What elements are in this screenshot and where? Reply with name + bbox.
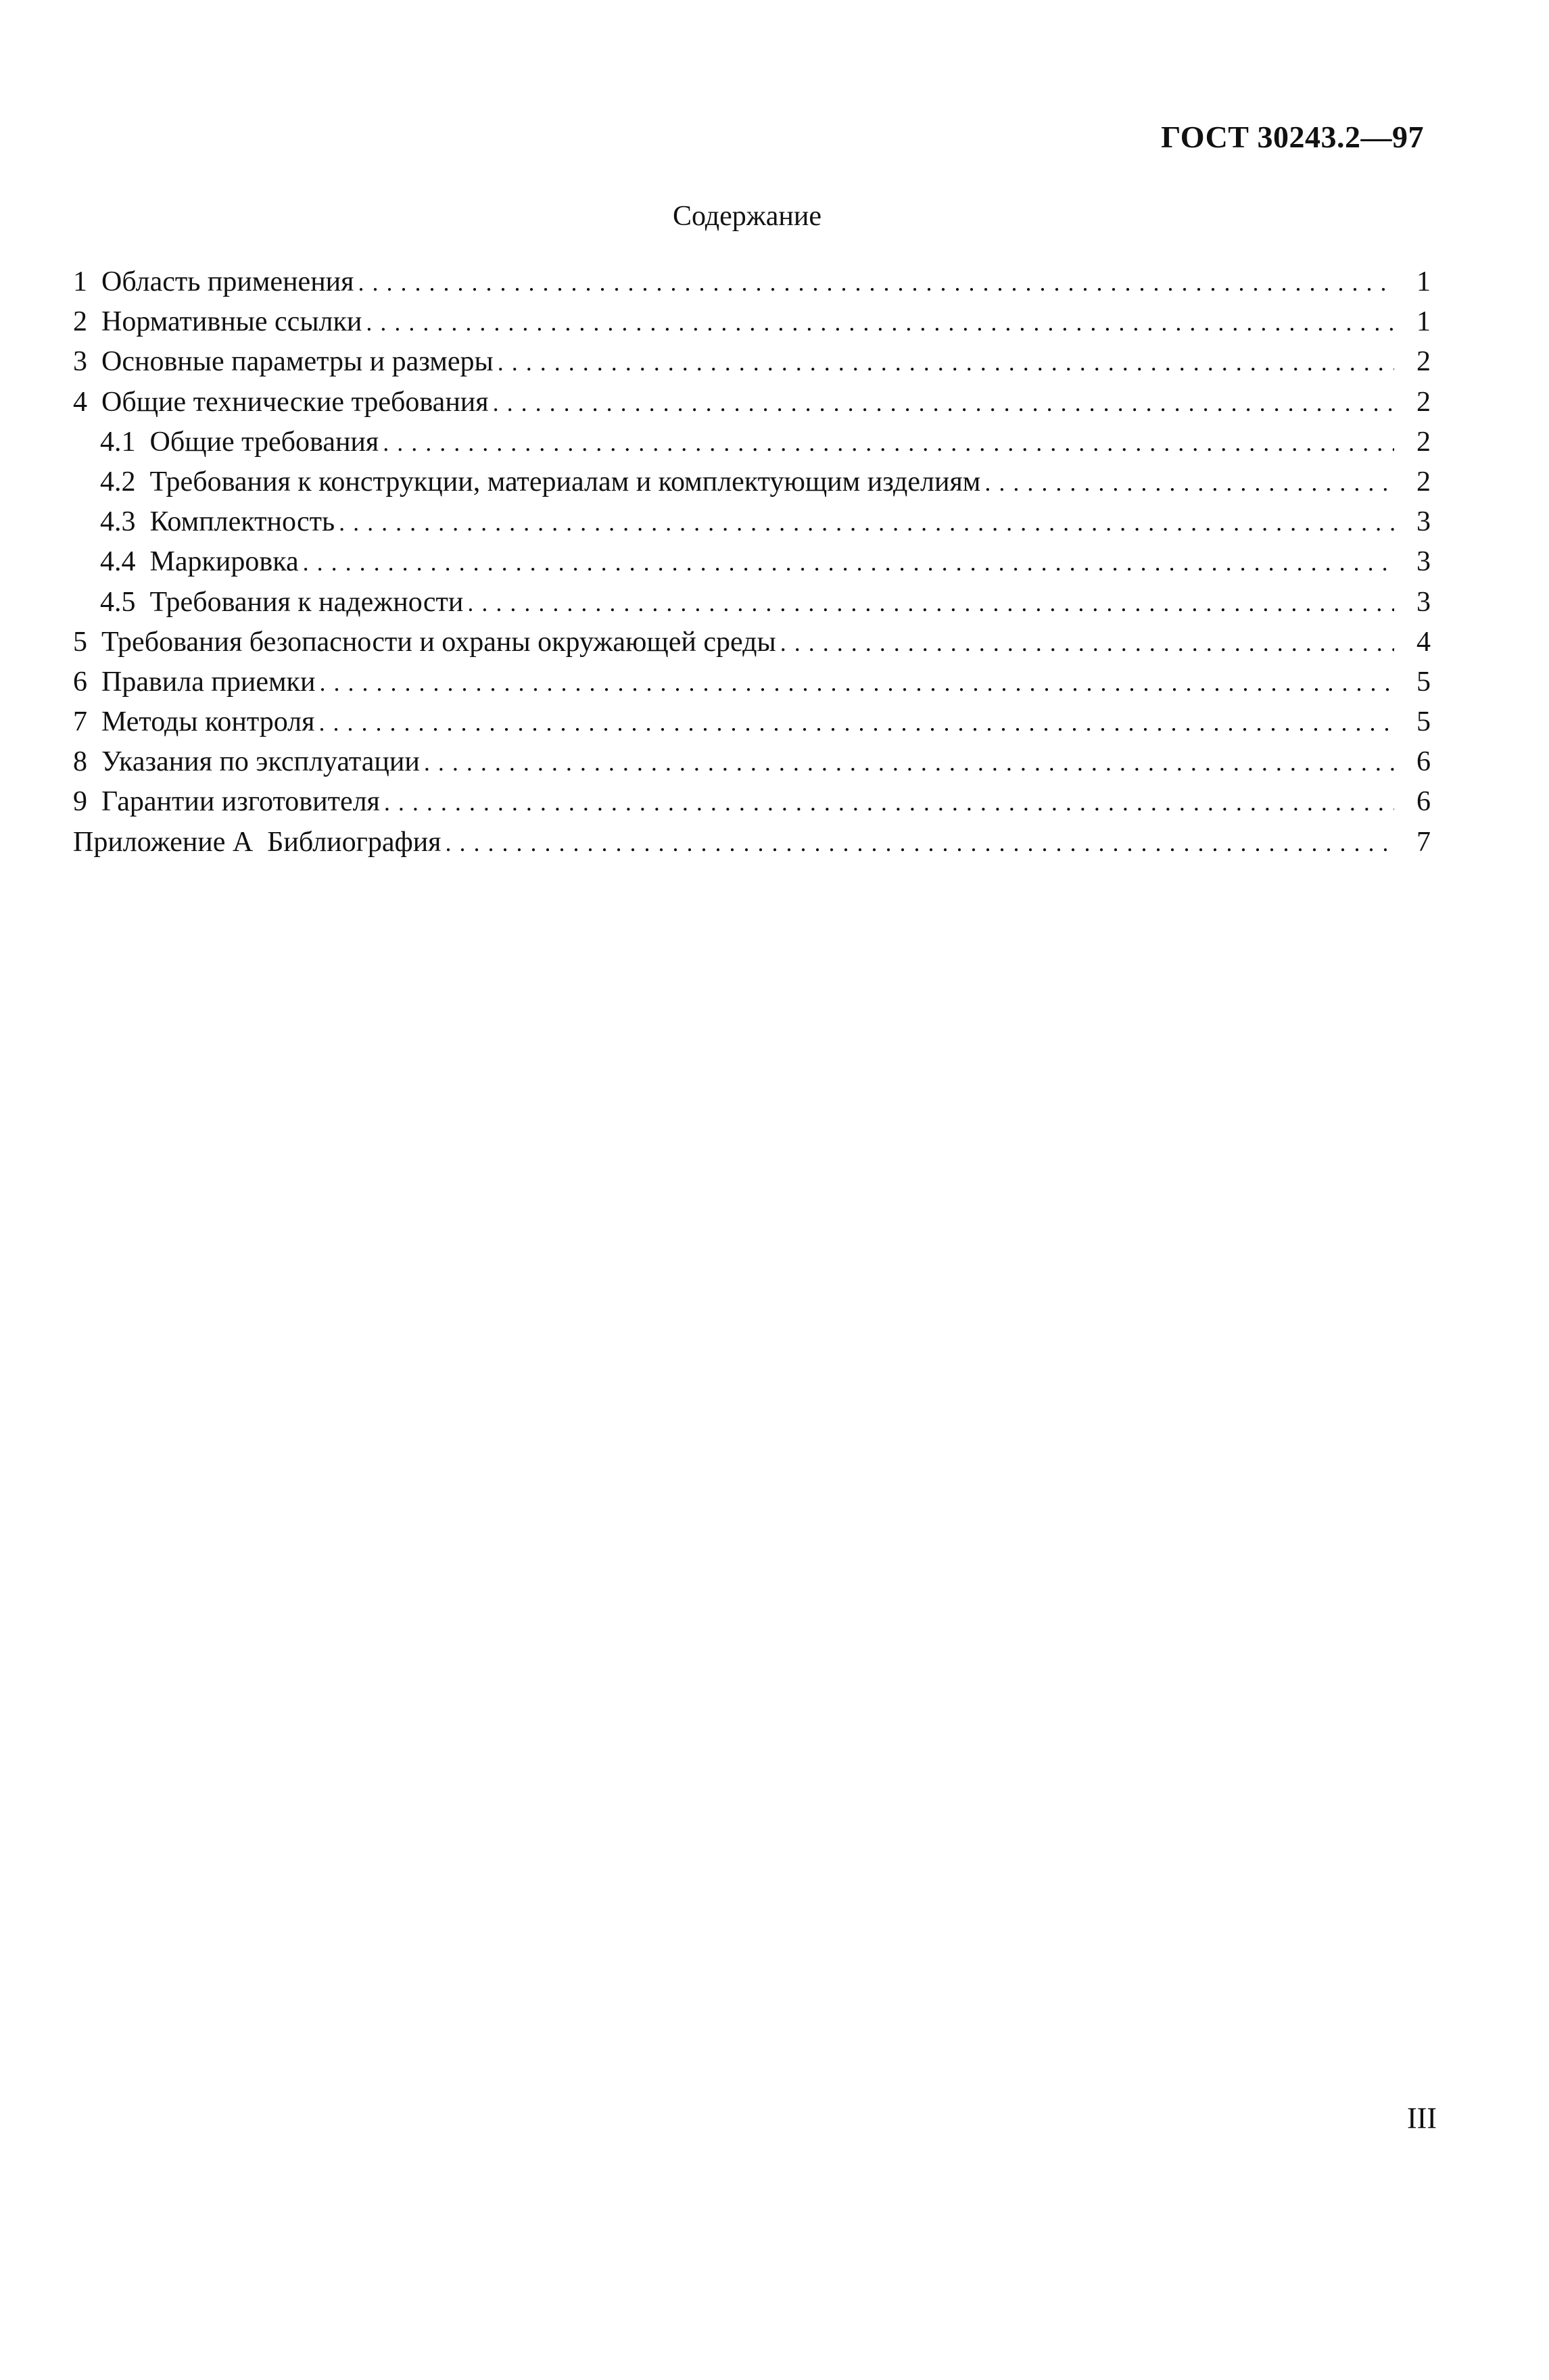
- toc-item-number: 4.4: [100, 546, 136, 578]
- toc-item-number: 2: [73, 306, 87, 338]
- toc-subitem[interactable]: [73, 542, 1431, 582]
- toc-item-number: 1: [73, 266, 87, 297]
- toc-subitem[interactable]: [73, 502, 1431, 542]
- toc-leader-dots: [383, 423, 1394, 463]
- toc-leader-dots: [984, 463, 1394, 503]
- toc-item-number: 4.3: [100, 506, 136, 538]
- toc-leader-dots: [366, 303, 1394, 343]
- toc-item-number: 5: [73, 626, 87, 658]
- toc-item-page: 3: [1416, 546, 1431, 578]
- toc-item-page: 3: [1416, 586, 1431, 618]
- toc-item[interactable]: [73, 302, 1431, 342]
- toc-item-label: Область применения: [101, 266, 354, 297]
- toc-leader-dots: [303, 543, 1394, 583]
- toc-item-label: Требования к надежности: [149, 586, 464, 618]
- toc-item-label: Методы контроля: [101, 706, 315, 738]
- toc-item-number: 4.2: [100, 466, 136, 497]
- toc-item-label: Библиография: [267, 826, 442, 858]
- toc-item-label: Основные параметры и размеры: [101, 346, 494, 378]
- document-code: ГОСТ 30243.2—97: [1161, 120, 1424, 154]
- toc-item-number: Приложение А: [73, 826, 254, 858]
- toc-item-page: 2: [1416, 426, 1431, 458]
- toc-item-number: 4: [73, 386, 87, 418]
- toc-leader-dots: [319, 663, 1394, 703]
- toc-item-page: 1: [1416, 266, 1431, 297]
- toc-title: Содержание: [672, 201, 822, 232]
- toc-item-page: 1: [1416, 306, 1431, 338]
- toc-leader-dots: [467, 583, 1394, 623]
- toc-item[interactable]: [73, 702, 1431, 742]
- toc-item-page: 6: [1416, 786, 1431, 818]
- toc-subitem[interactable]: [73, 462, 1431, 502]
- toc-item-number: 8: [73, 746, 87, 778]
- toc-item-label: Гарантии изготовителя: [101, 786, 380, 818]
- toc-leader-dots: [384, 783, 1394, 823]
- toc-item[interactable]: [73, 742, 1431, 782]
- page-number: III: [1407, 2102, 1437, 2135]
- toc-leader-dots: [780, 623, 1394, 663]
- toc-subitem[interactable]: [73, 422, 1431, 462]
- toc-leader-dots: [446, 823, 1395, 863]
- toc-item-page: 5: [1416, 666, 1431, 698]
- toc-item-page: 2: [1416, 346, 1431, 378]
- toc-leader-dots: [318, 703, 1394, 743]
- toc-item-label: Общие требования: [149, 426, 379, 458]
- toc-item-page: 7: [1416, 826, 1431, 858]
- toc-item-page: 6: [1416, 746, 1431, 778]
- toc-item[interactable]: [73, 383, 1431, 422]
- toc-item-page: 2: [1416, 466, 1431, 497]
- toc-item-page: 2: [1416, 386, 1431, 418]
- toc-item-number: 3: [73, 346, 87, 378]
- toc-appendix-item[interactable]: [73, 823, 1431, 863]
- toc-item-label: Правила приемки: [101, 666, 316, 698]
- toc-item-number: 6: [73, 666, 87, 698]
- toc-leader-dots: [498, 343, 1394, 383]
- toc-subitem[interactable]: [73, 583, 1431, 623]
- toc-item-number: 7: [73, 706, 87, 738]
- toc-leader-dots: [493, 383, 1394, 423]
- toc-item[interactable]: [73, 262, 1431, 302]
- toc-item-number: 9: [73, 786, 87, 818]
- toc-item-label: Нормативные ссылки: [101, 306, 362, 338]
- toc-item-label: Комплектность: [149, 506, 335, 538]
- toc-item[interactable]: [73, 662, 1431, 702]
- toc-item[interactable]: [73, 782, 1431, 822]
- toc-item-number: 4.5: [100, 586, 136, 618]
- toc-item[interactable]: [73, 623, 1431, 662]
- toc-item-number: 4.1: [100, 426, 136, 458]
- toc-item[interactable]: [73, 342, 1431, 382]
- toc-item-label: Маркировка: [149, 546, 299, 578]
- toc-leader-dots: [424, 743, 1394, 783]
- toc-item-label: Общие технические требования: [101, 386, 489, 418]
- toc-item-label: Требования безопасности и охраны окружающей среды: [101, 626, 776, 658]
- toc-item-page: 4: [1416, 626, 1431, 658]
- toc-item-page: 3: [1416, 506, 1431, 538]
- toc-item-label: Указания по эксплуатации: [101, 746, 420, 778]
- toc-item-page: 5: [1416, 706, 1431, 738]
- toc-leader-dots: [339, 503, 1394, 543]
- toc-item-label: Требования к конструкции, материалам и комплектующим изделиям: [149, 466, 981, 497]
- toc-leader-dots: [358, 263, 1394, 303]
- table-of-contents: [73, 262, 1431, 863]
